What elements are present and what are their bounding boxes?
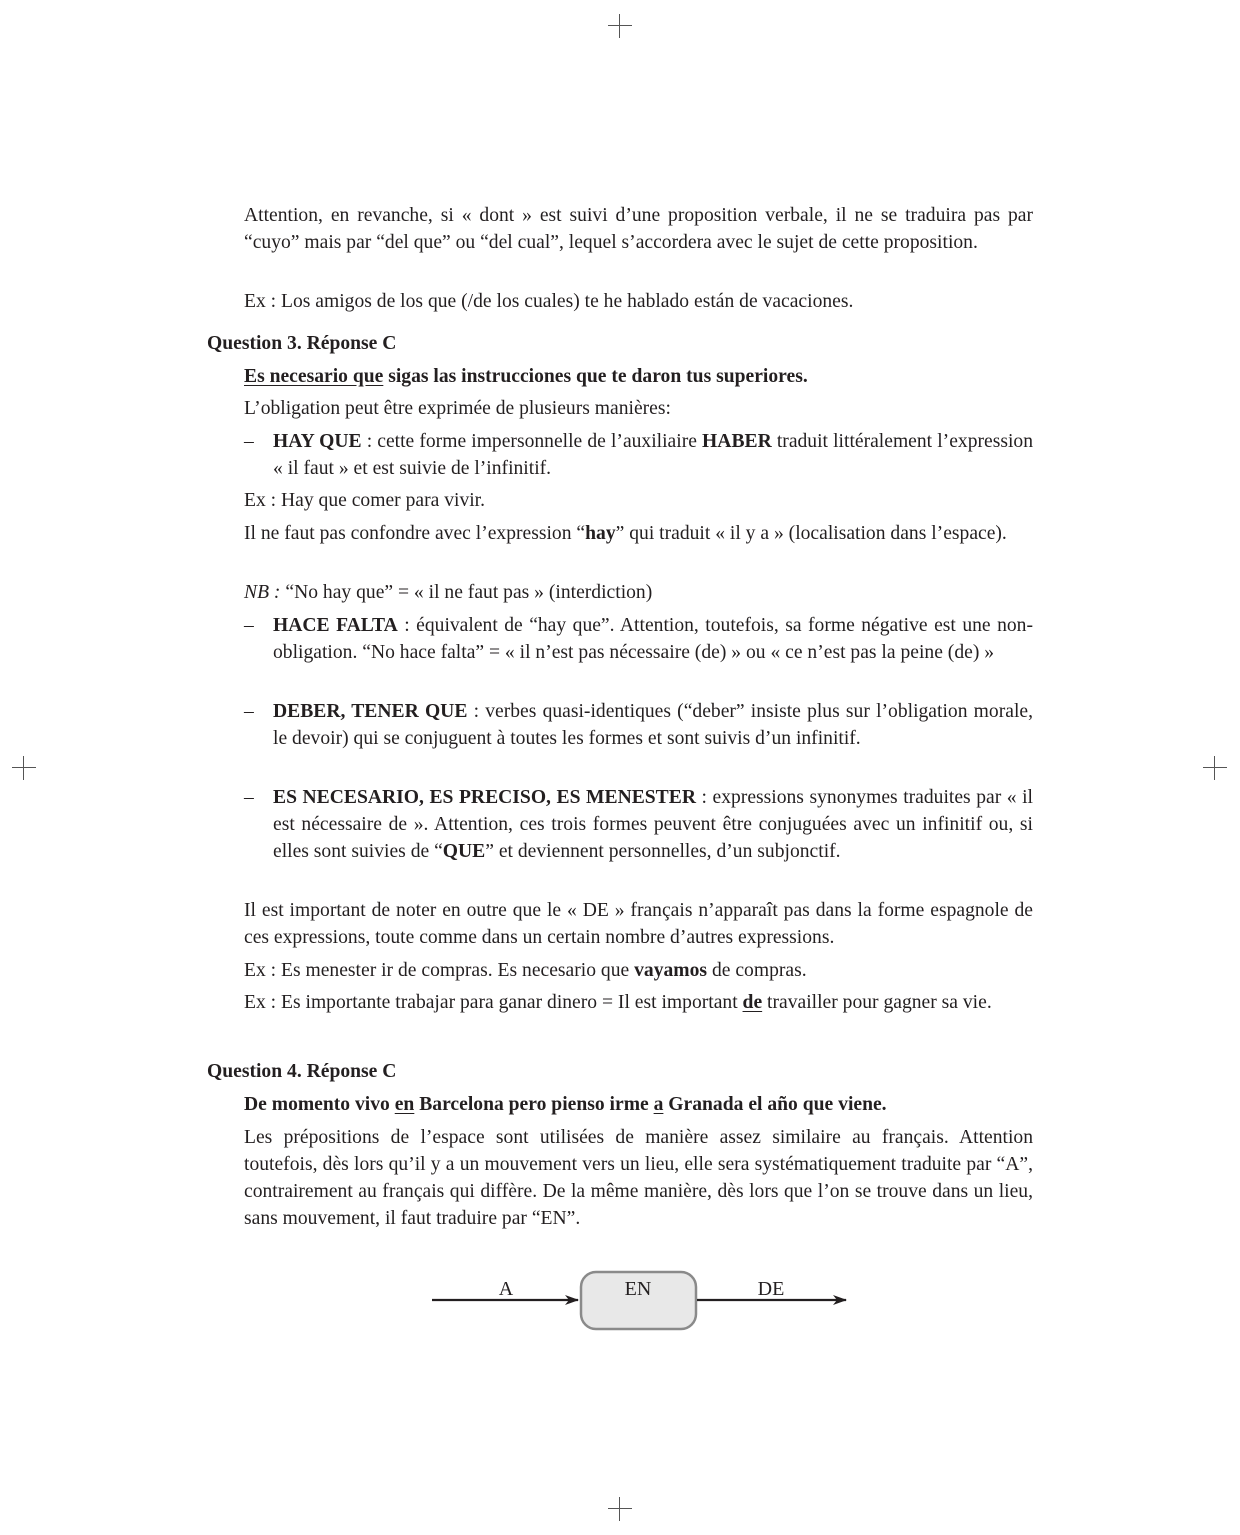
- text: ” et deviennent personnelles, d’un subjonctif.: [485, 841, 841, 862]
- obligation-intro: L’obligation peut être exprimée de plusieurs manières:: [244, 398, 671, 419]
- text: traduit littéralement l’expression « il faut » et est suivie de l’infinitif.: [273, 431, 1033, 479]
- term: de: [742, 992, 763, 1013]
- example-amigos: Ex : Los amigos de los que (/de los cuales) te he hablado están de vacaciones.: [244, 291, 854, 312]
- note-no-hay-que: [244, 579, 1033, 606]
- label-en: EN: [624, 1278, 652, 1300]
- text: : équivalent de “hay que”. Attention, toutefois, sa forme négative est une non-obligation. “No hace falta” = « il n’est pas nécessaire (de) » ou « ce n’est pas la peine (de) »: [273, 615, 1033, 663]
- paragraph-prepositions: Les prépositions de l’espace sont utilisées de manière assez similaire au français. Attention toutefois, dès lors qu’il y a un mouvement vers un lieu, elle sera systématiquement traduite par “A”, contrairement au français qui diffère. De la même manière, dès lors que l’on se trouve dans un lieu, sans mouvement, il faut traduire par “EN”.: [244, 1127, 1033, 1229]
- text: Ex : Es menester ir de compras. Es necesario que: [244, 960, 635, 981]
- bullet-es-necesario: [244, 784, 1033, 865]
- text: Il ne faut pas confondre avec l’expression “: [244, 523, 586, 544]
- underlined-answer: a: [653, 1094, 664, 1115]
- term: HABER: [702, 431, 772, 452]
- text: : verbes quasi-identiques (“deber” insiste plus sur l’obligation morale, le devoir) qui se conjuguent à toutes les formes et sont suivis d’un infinitif.: [273, 701, 1033, 749]
- bullet-dash: –: [244, 701, 254, 722]
- bullet-dash: –: [244, 615, 254, 636]
- text: Ex : Es importante trabajar para ganar dinero = Il est important: [244, 992, 743, 1013]
- term: DEBER, TENER QUE: [273, 701, 468, 722]
- bullet-hay-que: [244, 428, 1033, 482]
- text: “No hay que” = « il ne faut pas » (interdiction): [280, 582, 653, 603]
- paragraph-de: Il est important de noter en outre que le « DE » français n’apparaît pas dans la forme espagnole de ces expressions, toute comme dans un certain nombre d’autres expressions.: [244, 900, 1033, 948]
- underlined-answer: en: [394, 1094, 415, 1115]
- text: travailler pour gagner sa vie.: [762, 992, 992, 1013]
- sentence-rest: sigas las instrucciones que te daron tus superiores.: [383, 366, 808, 387]
- text: : cette forme impersonnelle de l’auxiliaire: [361, 431, 703, 452]
- term: hay: [585, 523, 616, 544]
- text: ” qui traduit « il y a » (localisation dans l’espace).: [615, 523, 1007, 544]
- question-4-heading: Question 4. Réponse C: [207, 1061, 397, 1082]
- text: Granada el año que viene.: [663, 1094, 887, 1115]
- bullet-deber: [244, 698, 1033, 752]
- paragraph-dont: Attention, en revanche, si « dont » est suivi d’une proposition verbale, il ne se traduira pas par “cuyo” mais par “del que” ou “del cual”, lequel s’accordera avec le sujet de cette proposition.: [244, 205, 1033, 253]
- text: De momento vivo: [244, 1094, 395, 1115]
- text: de compras.: [707, 960, 807, 981]
- bullet-dash: –: [244, 787, 254, 808]
- example-hay-que: Ex : Hay que comer para vivir.: [244, 490, 486, 511]
- term: QUE: [442, 841, 486, 862]
- example-menester: [244, 957, 1033, 984]
- text: Barcelona pero pienso irme: [414, 1094, 654, 1115]
- term: ES NECESARIO, ES PRECISO, ES MENESTER: [273, 787, 696, 808]
- question-3-heading: Question 3. Réponse C: [207, 333, 397, 354]
- question-3-sentence: [244, 363, 1033, 390]
- label-a: A: [498, 1278, 514, 1300]
- term: vayamos: [634, 960, 708, 981]
- underlined-answer: Es necesario que: [244, 366, 384, 387]
- bullet-dash: –: [244, 431, 254, 452]
- question-4-sentence: [244, 1091, 1033, 1118]
- preposition-diagram: [420, 1262, 860, 1342]
- term: HAY QUE: [273, 431, 362, 452]
- label-de: DE: [757, 1278, 785, 1300]
- text: : expressions synonymes traduites par « il est nécessaire de ». Attention, ces trois formes peuvent être conjuguées avec un infinitif ou, si elles sont suivies de “: [273, 787, 1033, 862]
- term: HACE FALTA: [273, 615, 398, 636]
- nb-label: NB :: [244, 582, 281, 603]
- example-importante: [244, 989, 1033, 1016]
- bullet-hace-falta: [244, 612, 1033, 666]
- paragraph-hay: [244, 520, 1033, 547]
